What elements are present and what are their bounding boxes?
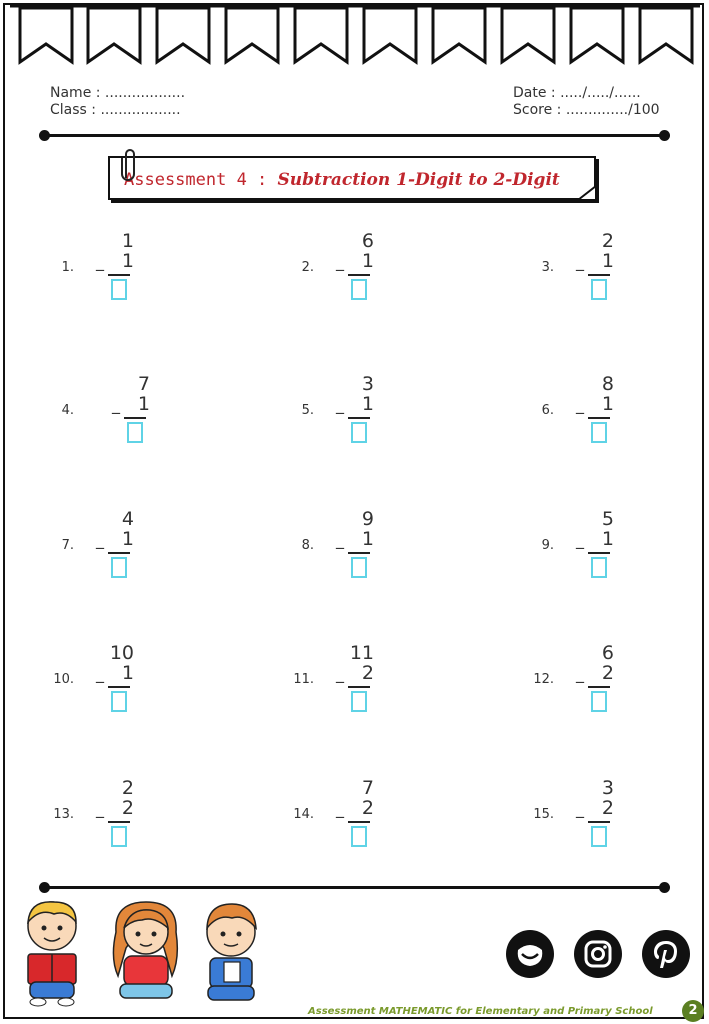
minus-sign: _ xyxy=(336,395,344,414)
problem-7 xyxy=(60,508,260,598)
answer-line xyxy=(348,417,370,419)
problem-number: 9. xyxy=(541,538,554,553)
subtrahend: 1 xyxy=(121,662,134,684)
problem-11 xyxy=(293,642,500,732)
minus-sign: _ xyxy=(336,252,344,271)
problem-4 xyxy=(60,373,260,463)
class-field[interactable]: Class : .................. xyxy=(50,102,181,118)
answer-line xyxy=(108,821,130,823)
minuend: 4 xyxy=(121,508,134,530)
answer-box[interactable] xyxy=(351,422,367,443)
problem-number: 11. xyxy=(293,672,314,687)
bottom-divider xyxy=(44,886,665,889)
answer-line xyxy=(588,417,610,419)
answer-line xyxy=(588,274,610,276)
subtrahend: 2 xyxy=(361,662,374,684)
problem-10 xyxy=(53,642,260,732)
answer-line xyxy=(348,686,370,688)
title-banner xyxy=(108,156,596,200)
page-title xyxy=(124,170,560,190)
answer-line xyxy=(108,552,130,554)
problem-number: 6. xyxy=(541,403,554,418)
answer-box[interactable] xyxy=(111,557,127,578)
answer-box[interactable] xyxy=(591,422,607,443)
top-divider xyxy=(44,134,665,137)
subtrahend: 1 xyxy=(361,250,374,272)
girl-thinking-icon xyxy=(106,898,184,1008)
answer-line xyxy=(348,552,370,554)
problem-number: 7. xyxy=(61,538,74,553)
subtrahend: 1 xyxy=(361,528,374,550)
problem-number: 3. xyxy=(541,260,554,275)
minuend: 2 xyxy=(121,777,134,799)
problem-3 xyxy=(540,230,709,320)
minus-sign: _ xyxy=(336,530,344,549)
minuend: 2 xyxy=(601,230,614,252)
minuend: 7 xyxy=(137,373,150,395)
minus-sign: _ xyxy=(96,799,104,818)
page-number-badge: 2 xyxy=(682,1000,704,1022)
answer-line xyxy=(588,821,610,823)
answer-line xyxy=(588,552,610,554)
minus-sign: _ xyxy=(576,664,584,683)
problem-number: 4. xyxy=(61,403,74,418)
minuend: 10 xyxy=(109,642,134,664)
answer-line xyxy=(108,274,130,276)
minus-sign: _ xyxy=(576,395,584,414)
problem-12 xyxy=(533,642,709,732)
minus-sign: _ xyxy=(96,252,104,271)
answer-line xyxy=(588,686,610,688)
problem-5 xyxy=(300,373,500,463)
problem-2 xyxy=(300,230,500,320)
minuend: 3 xyxy=(361,373,374,395)
subtrahend: 2 xyxy=(601,797,614,819)
answer-box[interactable] xyxy=(351,691,367,712)
minuend: 11 xyxy=(349,642,374,664)
minus-sign: _ xyxy=(576,252,584,271)
minuend: 1 xyxy=(121,230,134,252)
problem-number: 2. xyxy=(301,260,314,275)
answer-box[interactable] xyxy=(591,691,607,712)
problem-number: 13. xyxy=(53,807,74,822)
minus-sign: _ xyxy=(112,395,120,414)
minuend: 6 xyxy=(361,230,374,252)
subtrahend: 1 xyxy=(137,393,150,415)
answer-box[interactable] xyxy=(591,279,607,300)
answer-line xyxy=(348,821,370,823)
title-prefix: Assessment 4 : xyxy=(124,170,278,190)
problem-number: 8. xyxy=(301,538,314,553)
problem-number: 14. xyxy=(293,807,314,822)
minuend: 5 xyxy=(601,508,614,530)
minuend: 8 xyxy=(601,373,614,395)
subtrahend: 1 xyxy=(361,393,374,415)
date-field[interactable]: Date : ...../...../...... xyxy=(513,85,641,101)
answer-box[interactable] xyxy=(351,557,367,578)
problem-number: 10. xyxy=(53,672,74,687)
minus-sign: _ xyxy=(96,664,104,683)
answer-line xyxy=(108,686,130,688)
problem-13 xyxy=(53,777,260,867)
minus-sign: _ xyxy=(336,799,344,818)
subtrahend: 1 xyxy=(121,250,134,272)
problem-8 xyxy=(300,508,500,598)
page-fold-icon xyxy=(576,184,598,202)
minus-sign: _ xyxy=(576,530,584,549)
subtrahend: 1 xyxy=(601,393,614,415)
problem-1 xyxy=(60,230,260,320)
score-field[interactable]: Score : ............../100 xyxy=(513,102,660,118)
subtrahend: 2 xyxy=(121,797,134,819)
answer-box[interactable] xyxy=(127,422,143,443)
answer-box[interactable] xyxy=(111,691,127,712)
smile-logo-icon[interactable] xyxy=(506,930,554,978)
minuend: 3 xyxy=(601,777,614,799)
problem-9 xyxy=(540,508,709,598)
problem-6 xyxy=(540,373,709,463)
answer-box[interactable] xyxy=(591,826,607,847)
minus-sign: _ xyxy=(336,664,344,683)
problem-15 xyxy=(533,777,709,867)
answer-box[interactable] xyxy=(591,557,607,578)
answer-box[interactable] xyxy=(111,826,127,847)
answer-box[interactable] xyxy=(351,826,367,847)
boy-writing-icon xyxy=(196,898,266,1008)
problem-number: 5. xyxy=(301,403,314,418)
paperclip-icon xyxy=(120,148,138,182)
minuend: 6 xyxy=(601,642,614,664)
answer-line xyxy=(348,274,370,276)
instagram-icon[interactable] xyxy=(574,930,622,978)
boy-reading-icon xyxy=(14,896,90,1008)
minuend: 7 xyxy=(361,777,374,799)
pinterest-icon[interactable] xyxy=(642,930,690,978)
problem-14 xyxy=(293,777,500,867)
footer-text: Assessment MATHEMATIC for Elementary and Primary School xyxy=(308,1006,653,1017)
answer-box[interactable] xyxy=(351,279,367,300)
subtrahend: 1 xyxy=(601,528,614,550)
answer-box[interactable] xyxy=(111,279,127,300)
problem-number: 15. xyxy=(533,807,554,822)
subtrahend: 1 xyxy=(121,528,134,550)
minus-sign: _ xyxy=(96,530,104,549)
problem-number: 1. xyxy=(61,260,74,275)
problem-number: 12. xyxy=(533,672,554,687)
subtrahend: 2 xyxy=(361,797,374,819)
bunting-decoration xyxy=(10,4,700,68)
title-main: Subtraction 1-Digit to 2-Digit xyxy=(277,170,560,190)
subtrahend: 2 xyxy=(601,662,614,684)
name-field[interactable]: Name : .................. xyxy=(50,85,186,101)
minuend: 9 xyxy=(361,508,374,530)
minus-sign: _ xyxy=(576,799,584,818)
subtrahend: 1 xyxy=(601,250,614,272)
answer-line xyxy=(124,417,146,419)
